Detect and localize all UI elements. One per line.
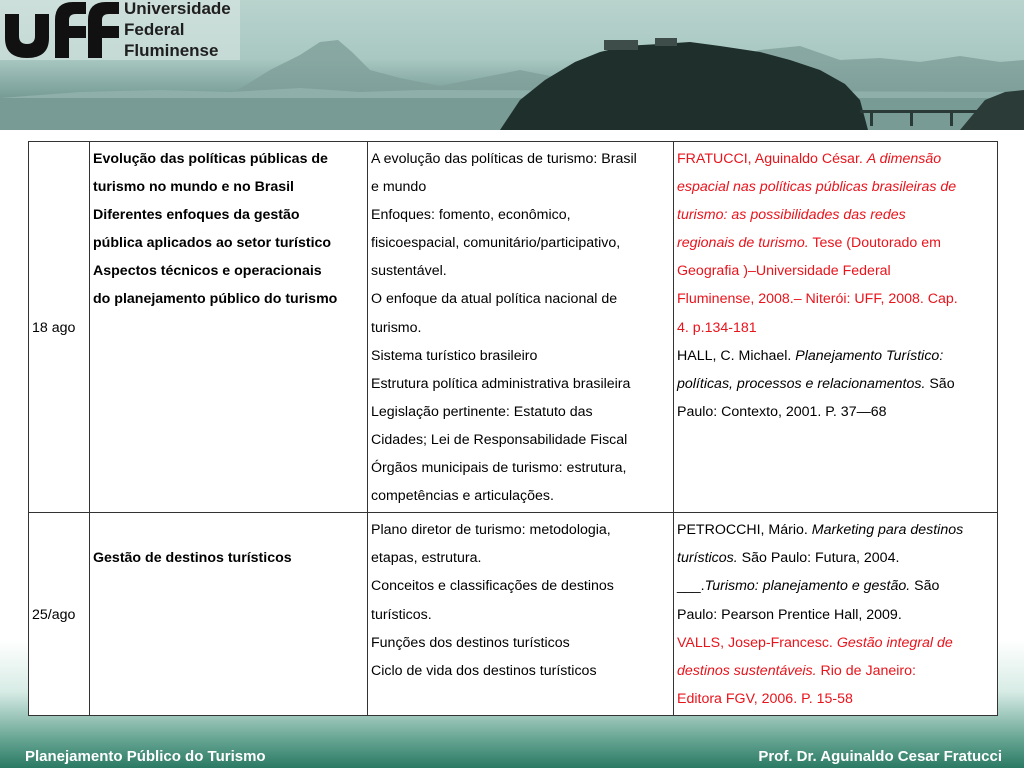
content-line: Cidades; Lei de Responsabilidade Fiscal xyxy=(371,431,628,448)
reference-segment: Turismo: planejamento e gestão. xyxy=(704,578,911,595)
reference-segment: Gestão integral de xyxy=(836,634,953,651)
reference-segment: Planejamento Turístico: xyxy=(795,347,944,364)
content-line: Estrutura política administrativa brasileira xyxy=(371,375,631,392)
reference-segment: Paulo: Pearson Prentice Hall, 2009. xyxy=(677,606,902,623)
reference-line xyxy=(677,370,995,398)
reference-line xyxy=(677,342,995,370)
topic-line: pública aplicados ao setor turístico xyxy=(93,235,332,252)
reference-segment: VALLS, Josep-Francesc. xyxy=(677,634,837,651)
content-line: O enfoque da atual política nacional de xyxy=(371,291,618,308)
reference-segment: destinos sustentáveis. xyxy=(677,662,817,679)
reference-line xyxy=(677,629,995,657)
footer xyxy=(0,738,1024,768)
reference-segment: Rio de Janeiro: xyxy=(816,662,916,679)
university-name xyxy=(124,0,231,61)
topic-line: turismo no mundo e no Brasil xyxy=(93,179,295,196)
date-text: 18 ago xyxy=(32,319,76,336)
content-line: etapas, estrutura. xyxy=(371,550,482,567)
content-line: Funções dos destinos turísticos xyxy=(371,634,570,651)
reference-line xyxy=(677,398,995,426)
reference-segment: HALL, C. Michael. xyxy=(677,347,796,364)
reference-line xyxy=(677,657,995,685)
topic-line: Evolução das políticas públicas de xyxy=(93,151,328,167)
reference-segment: A dimensão xyxy=(866,151,942,167)
reference-segment: Paulo: Contexto, 2001. P. 37—68 xyxy=(677,403,887,420)
content-line: A evolução das políticas de turismo: Brasil xyxy=(371,151,637,167)
reference-segment: regionais de turismo. xyxy=(677,235,809,252)
content-cell xyxy=(368,513,674,716)
content-line: Conceitos e classificações de destinos xyxy=(371,578,614,595)
reference-segment: FRATUCCI, Aguinaldo César. xyxy=(677,151,867,167)
content-line: fisicoespacial, comunitário/participativo, xyxy=(371,235,621,252)
reference-line xyxy=(677,173,995,201)
content-line: turismo. xyxy=(371,319,422,336)
content-line: Ciclo de vida dos destinos turísticos xyxy=(371,662,597,679)
reference-segment: espacial nas políticas públicas brasileiras de xyxy=(677,179,957,196)
date-text: 25/ago xyxy=(32,606,76,623)
reference-line xyxy=(677,257,995,285)
reference-segment: Geografia )–Universidade Federal xyxy=(677,263,891,280)
content-line: e mundo xyxy=(371,179,427,196)
reference-line xyxy=(677,201,995,229)
reference-segment: Marketing para destinos xyxy=(811,522,964,539)
table-row xyxy=(29,142,998,513)
content-line: turísticos. xyxy=(371,606,432,623)
reference-line xyxy=(677,544,995,572)
reference-segment: Fluminense, 2008.– Niterói: UFF, 2008. Cap. xyxy=(677,291,958,308)
reference-line xyxy=(677,601,995,629)
reference-segment: São xyxy=(925,375,955,392)
topic-line: Gestão de destinos turísticos xyxy=(93,550,292,567)
reference-cell xyxy=(674,513,998,716)
logo-line: Fluminense xyxy=(124,41,219,60)
content-cell xyxy=(368,142,674,513)
date-cell xyxy=(29,142,90,513)
reference-segment: turismo: as possibilidades das redes xyxy=(677,207,906,224)
content-line: Legislação pertinente: Estatuto das xyxy=(371,403,593,420)
reference-segment: 4. p.134-181 xyxy=(677,319,757,336)
course-title: Planejamento Público do Turismo xyxy=(25,748,266,765)
content-line: Plano diretor de turismo: metodologia, xyxy=(371,522,611,539)
reference-line xyxy=(677,685,995,713)
reference-line xyxy=(677,516,995,544)
date-cell xyxy=(29,513,90,716)
reference-cell xyxy=(674,142,998,513)
reference-segment: turísticos. xyxy=(677,550,738,567)
content-line: Enfoques: fomento, econômico, xyxy=(371,207,571,224)
reference-line xyxy=(677,229,995,257)
reference-line xyxy=(677,314,995,342)
content-line: competências e articulações. xyxy=(371,488,554,505)
topic-line: Diferentes enfoques da gestão xyxy=(93,207,300,224)
header-banner xyxy=(0,0,1024,130)
reference-segment: PETROCCHI, Mário. xyxy=(677,522,812,539)
topic-cell xyxy=(90,142,368,513)
reference-line xyxy=(677,145,995,173)
content-line: Sistema turístico brasileiro xyxy=(371,347,538,364)
reference-segment: São Paulo: Futura, 2004. xyxy=(737,550,900,567)
reference-line xyxy=(677,285,995,313)
reference-segment: São xyxy=(910,578,940,595)
reference-segment: ___. xyxy=(677,578,705,595)
professor-name: Prof. Dr. Aguinaldo Cesar Fratucci xyxy=(758,748,1002,765)
reference-segment: Editora FGV, 2006. P. 15-58 xyxy=(677,690,853,707)
content-line: sustentável. xyxy=(371,263,447,280)
topic-cell xyxy=(90,513,368,716)
topic-line: Aspectos técnicos e operacionais xyxy=(93,263,322,280)
reference-segment: Tese (Doutorado em xyxy=(808,235,941,252)
logo-line: Universidade xyxy=(124,0,231,18)
schedule-table xyxy=(28,141,998,716)
topic-spacer xyxy=(93,516,365,544)
content-line: Órgãos municipais de turismo: estrutura, xyxy=(371,460,627,477)
table-row xyxy=(29,513,998,716)
reference-segment: políticas, processos e relacionamentos. xyxy=(677,375,926,392)
reference-line xyxy=(677,572,995,600)
logo-line: Federal xyxy=(124,20,185,39)
topic-line: do planejamento público do turismo xyxy=(93,291,338,308)
